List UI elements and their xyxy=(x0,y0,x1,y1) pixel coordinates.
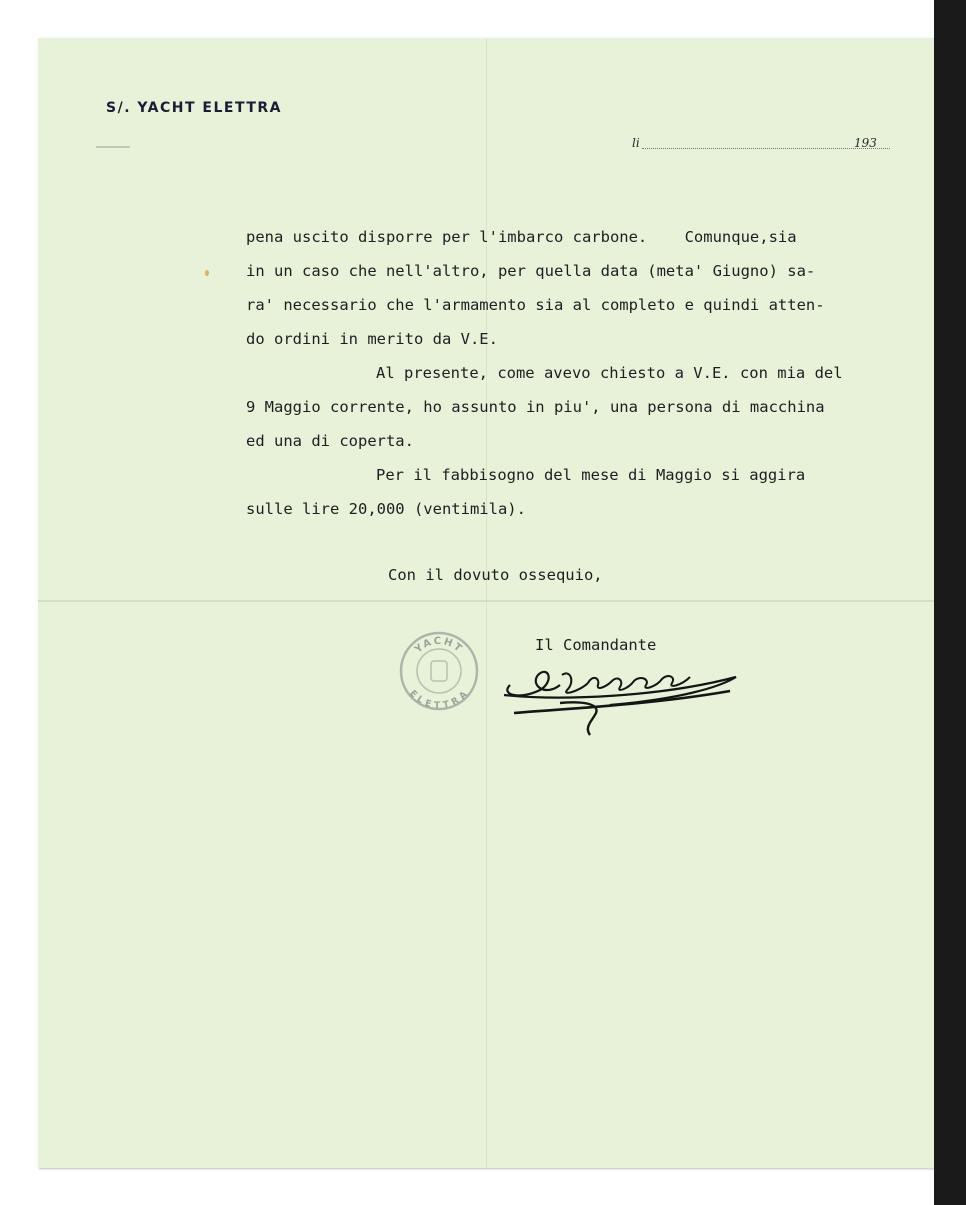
yacht-stamp xyxy=(398,630,480,712)
svg-text:ELETTRA xyxy=(407,689,471,711)
date-prefix: li xyxy=(632,136,640,150)
paper-stain xyxy=(205,270,209,276)
signer-title: Il Comandante xyxy=(535,636,657,654)
body-line: ra' necessario che l'armamento sia al completo e quindi atten- xyxy=(246,296,825,314)
body-line: pena uscito disporre per l'imbarco carbone. Comunque,sia xyxy=(246,228,797,246)
pencil-smudge xyxy=(96,146,130,148)
stamp-top-text: YACHT xyxy=(412,635,465,656)
scan-edge xyxy=(934,0,966,1205)
letterhead: S/. YACHT ELETTRA xyxy=(106,100,283,116)
body-line: do ordini in merito da V.E. xyxy=(246,330,498,348)
stamp-bottom-text: ELETTRA xyxy=(407,688,471,712)
letter-body xyxy=(246,220,886,526)
body-line: in un caso che nell'altro, per quella data (meta' Giugno) sa- xyxy=(246,262,816,280)
date-line xyxy=(632,134,890,152)
vertical-fold xyxy=(486,38,487,1168)
date-year: 193 xyxy=(854,136,877,150)
date-dotted-line xyxy=(642,148,890,149)
body-line: Al presente, come avevo chiesto a V.E. con mia del xyxy=(376,364,843,382)
body-line: ed una di coperta. xyxy=(246,432,414,450)
body-line: Per il fabbisogno del mese di Maggio si aggira xyxy=(376,466,806,484)
body-line: 9 Maggio corrente, ho assunto in piu', una persona di macchina xyxy=(246,398,825,416)
handwritten-signature xyxy=(500,655,745,745)
closing-salutation: Con il dovuto ossequio, xyxy=(388,566,603,584)
body-line: sulle lire 20,000 (ventimila). xyxy=(246,500,526,518)
